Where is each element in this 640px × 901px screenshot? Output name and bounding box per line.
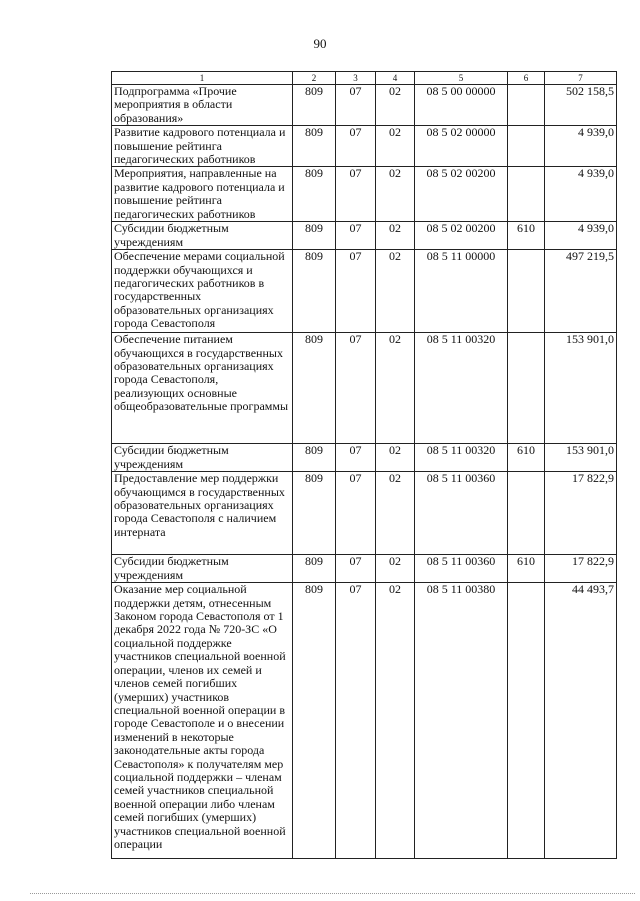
row-name: Предоставление мер поддержки обучающимся в государственных образовательных организациях города Севастополя с наличием интерната	[112, 472, 293, 555]
row-subsection: 02	[376, 583, 415, 859]
row-amount: 153 901,0	[545, 444, 617, 472]
row-expense-kind: 610	[508, 444, 545, 472]
row-name: Подпрограмма «Прочие мероприятия в области образования»	[112, 85, 293, 126]
row-expense-kind: 610	[508, 555, 545, 583]
row-section: 07	[336, 583, 376, 859]
row-section: 07	[336, 126, 376, 167]
table-row	[112, 333, 617, 444]
row-amount: 497 219,5	[545, 250, 617, 333]
row-section: 07	[336, 555, 376, 583]
row-name: Субсидии бюджетным учреждениям	[112, 222, 293, 250]
table-header-row	[112, 72, 617, 85]
page-number: 90	[313, 36, 327, 51]
row-expense-kind	[508, 167, 545, 222]
row-amount: 502 158,5	[545, 85, 617, 126]
row-section: 07	[336, 472, 376, 555]
header-cell: 5	[415, 72, 508, 85]
row-name: Обеспечение питанием обучающихся в государственных образовательных организациях города Севастополя, реализующих основные общеобразовательные программы	[112, 333, 293, 444]
row-amount: 4 939,0	[545, 222, 617, 250]
header-cell: 4	[376, 72, 415, 85]
row-expense-kind: 610	[508, 222, 545, 250]
row-section: 07	[336, 85, 376, 126]
page-bottom-rule	[30, 893, 635, 894]
row-ministry: 809	[293, 85, 336, 126]
row-target-code: 08 5 00 00000	[415, 85, 508, 126]
row-section: 07	[336, 167, 376, 222]
table-row	[112, 126, 617, 167]
row-subsection: 02	[376, 333, 415, 444]
row-expense-kind	[508, 333, 545, 444]
row-subsection: 02	[376, 444, 415, 472]
row-subsection: 02	[376, 167, 415, 222]
table-row	[112, 85, 617, 126]
row-name: Субсидии бюджетным учреждениям	[112, 444, 293, 472]
row-section: 07	[336, 444, 376, 472]
row-name: Субсидии бюджетным учреждениям	[112, 555, 293, 583]
table-row	[112, 444, 617, 472]
row-subsection: 02	[376, 555, 415, 583]
header-cell: 3	[336, 72, 376, 85]
row-expense-kind	[508, 583, 545, 859]
row-name: Оказание мер социальной поддержки детям, отнесенным Законом города Севастополя от 1 декабря 2022 года № 720-ЗС «О социальной поддержке участников специальной военной операции, членов их семей и членов семей погибших (умерших) участников специальной военной операции в городе Севастополе и о внесении изменений в некоторые законодательные акты города Севастополя» к получателям мер социальной поддержки – членам семей участников специальной военной операции либо членам семей погибших (умерших) участников специальной военной операции	[112, 583, 293, 859]
row-target-code: 08 5 02 00200	[415, 222, 508, 250]
row-ministry: 809	[293, 583, 336, 859]
row-target-code: 08 5 11 00000	[415, 250, 508, 333]
row-name: Мероприятия, направленные на развитие кадрового потенциала и повышение рейтинга педагогических работников	[112, 167, 293, 222]
row-amount: 153 901,0	[545, 333, 617, 444]
row-expense-kind	[508, 250, 545, 333]
budget-table	[111, 71, 617, 859]
table-row	[112, 583, 617, 859]
row-ministry: 809	[293, 472, 336, 555]
row-section: 07	[336, 222, 376, 250]
table-row	[112, 472, 617, 555]
row-ministry: 809	[293, 167, 336, 222]
row-target-code: 08 5 11 00320	[415, 333, 508, 444]
row-ministry: 809	[293, 555, 336, 583]
row-amount: 4 939,0	[545, 167, 617, 222]
row-ministry: 809	[293, 333, 336, 444]
row-name: Развитие кадрового потенциала и повышение рейтинга педагогических работников	[112, 126, 293, 167]
row-name: Обеспечение мерами социальной поддержки обучающихся и педагогических работников в государственных образовательных организациях города Севастополя	[112, 250, 293, 333]
row-target-code: 08 5 11 00380	[415, 583, 508, 859]
row-target-code: 08 5 02 00000	[415, 126, 508, 167]
row-subsection: 02	[376, 85, 415, 126]
table-row	[112, 250, 617, 333]
row-target-code: 08 5 11 00320	[415, 444, 508, 472]
row-target-code: 08 5 11 00360	[415, 555, 508, 583]
row-subsection: 02	[376, 222, 415, 250]
row-expense-kind	[508, 472, 545, 555]
row-amount: 4 939,0	[545, 126, 617, 167]
row-section: 07	[336, 250, 376, 333]
header-cell: 6	[508, 72, 545, 85]
table-row	[112, 555, 617, 583]
row-target-code: 08 5 11 00360	[415, 472, 508, 555]
row-expense-kind	[508, 126, 545, 167]
row-subsection: 02	[376, 472, 415, 555]
row-amount: 17 822,9	[545, 472, 617, 555]
row-amount: 17 822,9	[545, 555, 617, 583]
row-amount: 44 493,7	[545, 583, 617, 859]
header-cell: 1	[112, 72, 293, 85]
row-section: 07	[336, 333, 376, 444]
row-subsection: 02	[376, 250, 415, 333]
row-ministry: 809	[293, 444, 336, 472]
row-target-code: 08 5 02 00200	[415, 167, 508, 222]
table-row	[112, 167, 617, 222]
row-ministry: 809	[293, 126, 336, 167]
header-cell: 7	[545, 72, 617, 85]
row-ministry: 809	[293, 222, 336, 250]
row-ministry: 809	[293, 250, 336, 333]
header-cell: 2	[293, 72, 336, 85]
table-row	[112, 222, 617, 250]
row-subsection: 02	[376, 126, 415, 167]
row-expense-kind	[508, 85, 545, 126]
